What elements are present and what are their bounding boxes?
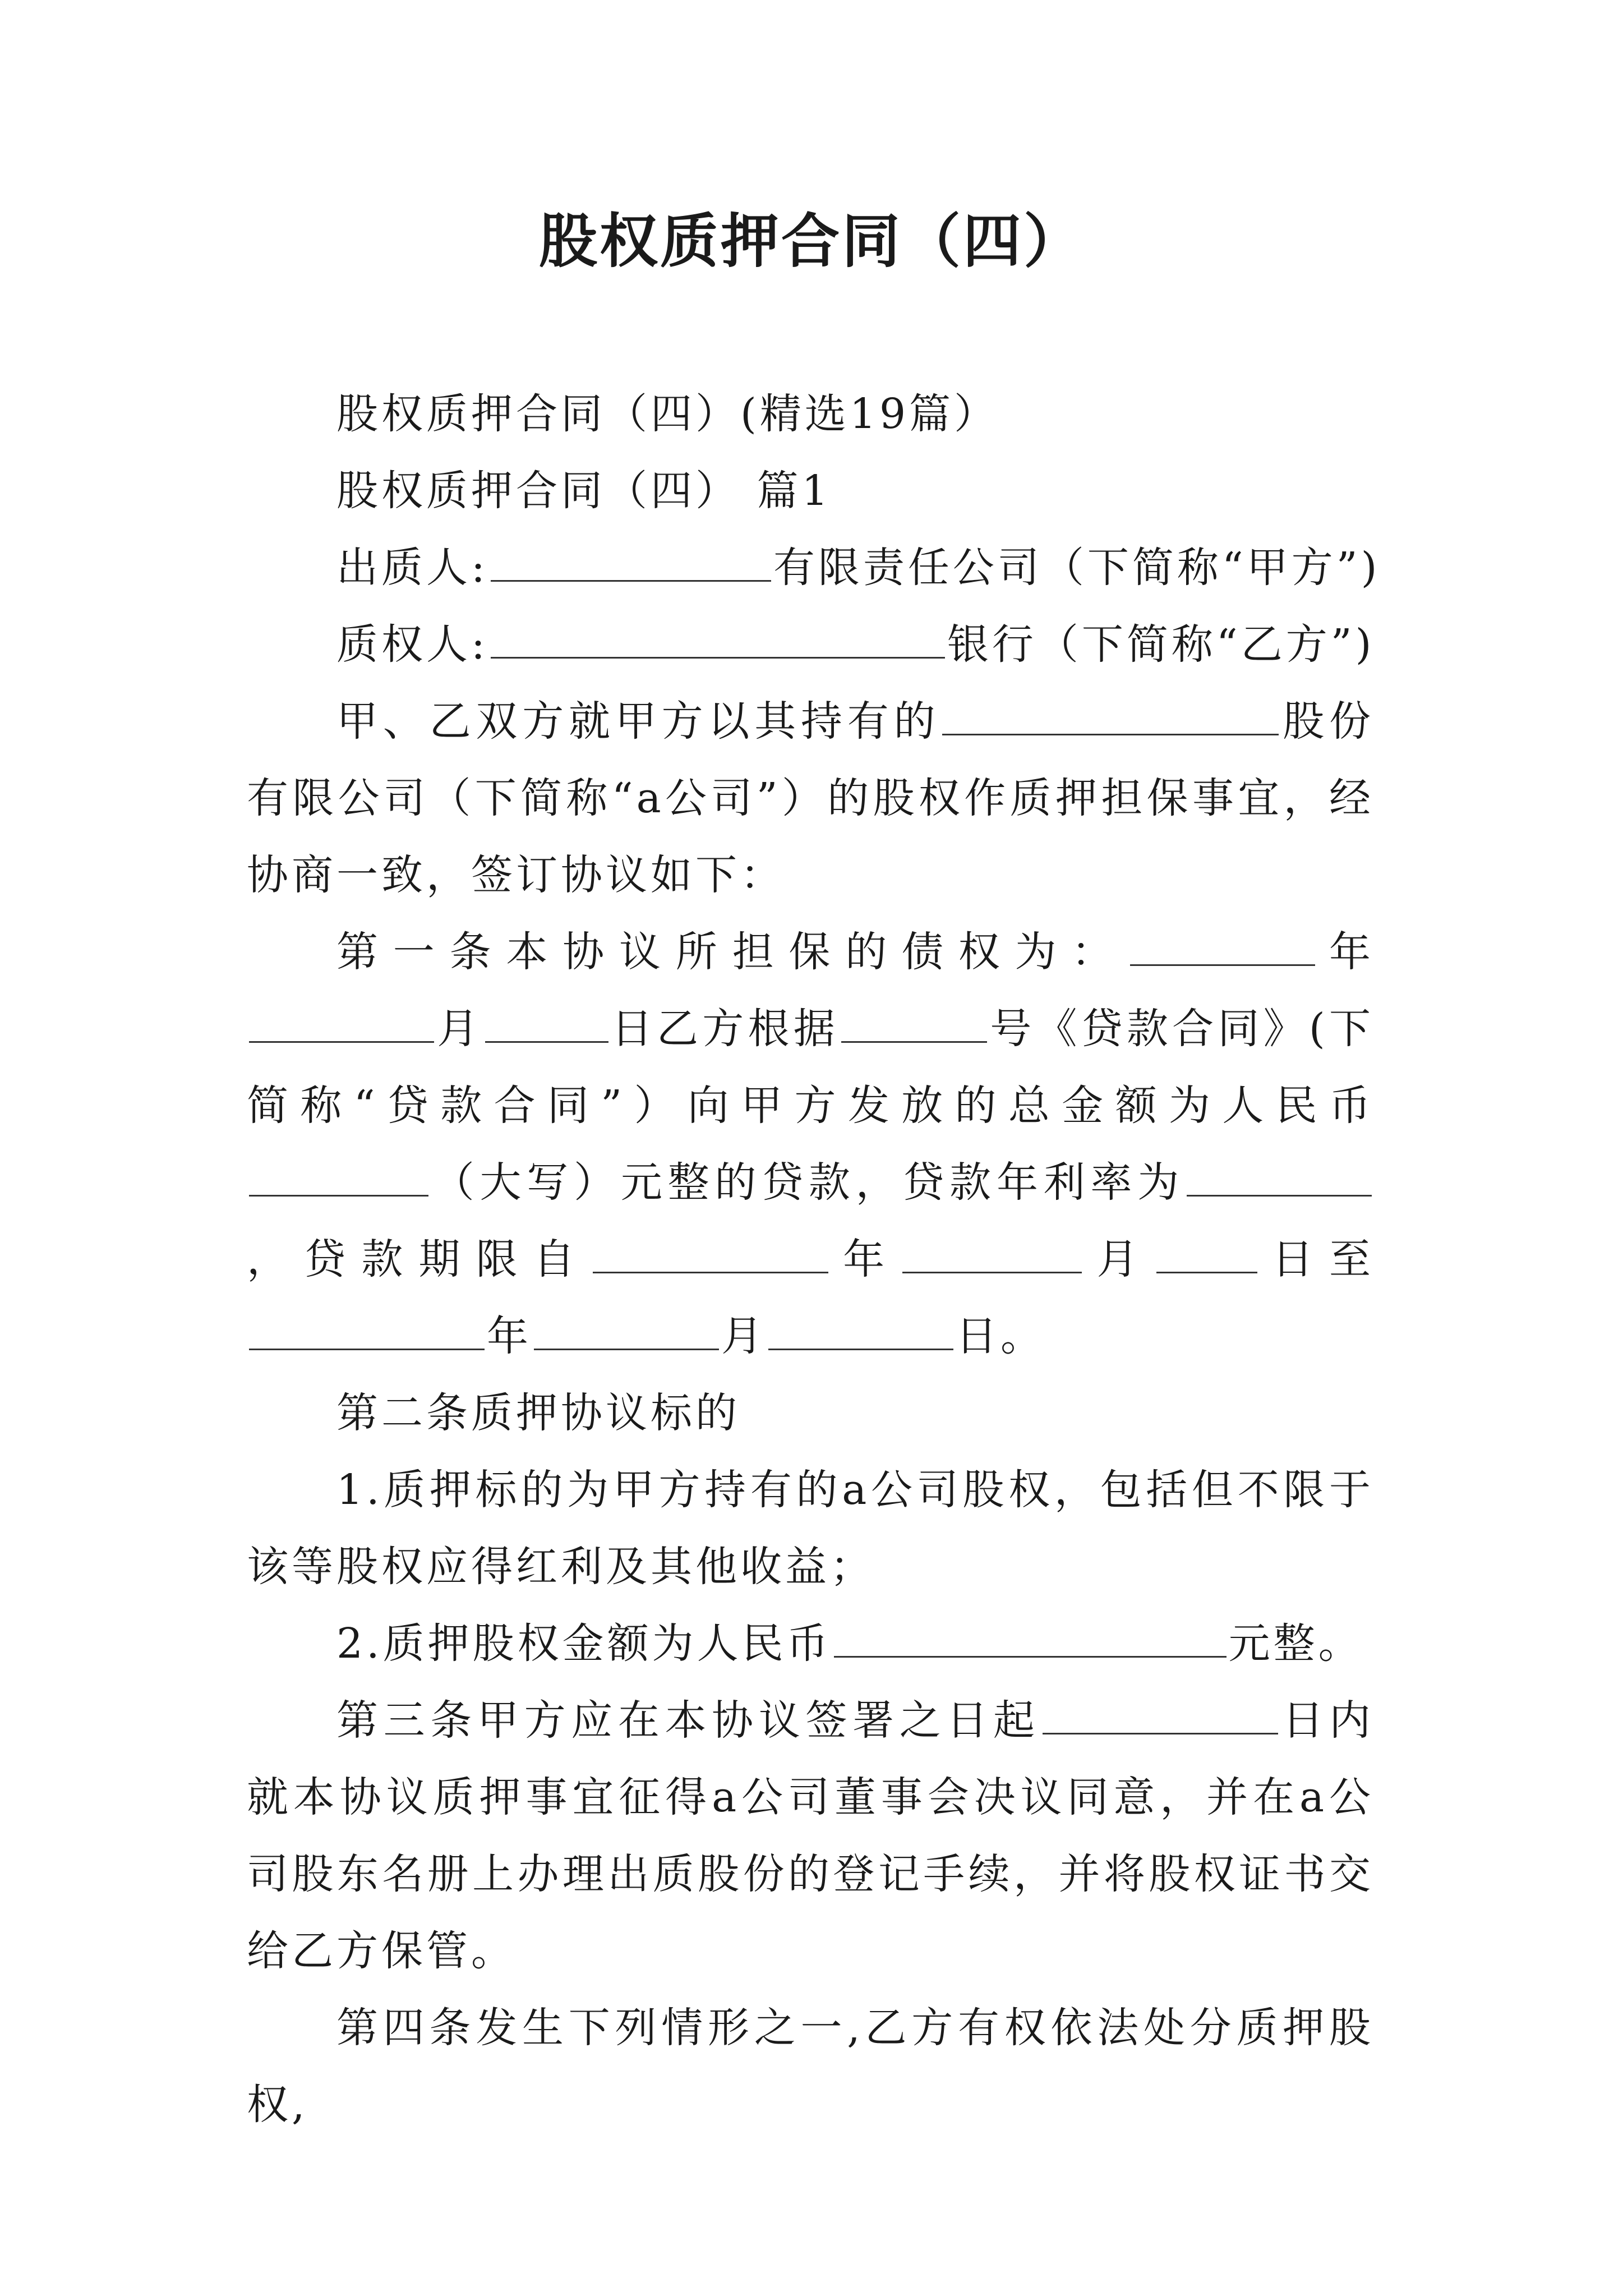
- pledgor-label: 出质人:: [336, 544, 488, 592]
- article-2-heading: 第二条质押协议标的: [336, 1389, 740, 1437]
- start-month-label: 月: [1084, 1235, 1154, 1283]
- article-2-item-2: [247, 1605, 1374, 1682]
- article-1-term-label: ，贷款期限自: [247, 1235, 591, 1283]
- blank-pledge-amount: [834, 1620, 1227, 1658]
- pledgee-line: [247, 606, 1374, 683]
- end-day-label: 日。: [956, 1312, 1045, 1360]
- article-2-item-1: 1.质押标的为甲方持有的a公司股权，包括但不限于该等股权应得红利及其他收益；: [247, 1466, 1374, 1591]
- article-3-text-2: 日内就本协议质押事宜征得a公司董事会决议同意，并在a公司股东名册上办理出质股份的登记手续，并将股权证书交给乙方保管。: [247, 1696, 1375, 1975]
- article-1-basis: 日乙方根据: [610, 1005, 839, 1053]
- pledgor-name-blank: [491, 544, 771, 582]
- company-name-blank: [942, 698, 1279, 735]
- intro-text-2: 股份有限公司（下简称“a公司”）的股权作质押担保事宜，经协商一致，签订协议如下：: [247, 697, 1375, 899]
- article-3: [247, 1682, 1374, 1990]
- blank-end-year: [249, 1313, 485, 1350]
- year-label: 年: [1317, 928, 1375, 976]
- pledgor-suffix: 有限责任公司（下简称“甲方”): [773, 544, 1381, 592]
- intro-paragraph: [247, 683, 1374, 914]
- pledgee-suffix: 银行（下简称“乙方”): [947, 620, 1375, 669]
- subtitle-line: 股权质押合同（四）(精选19篇）: [336, 390, 999, 438]
- article-1-contract: 号《贷款合同》(下简称“贷款合同”）向甲方发放的总金额为人民币: [247, 1005, 1375, 1130]
- blank-days: [1043, 1697, 1278, 1734]
- pledgee-label: 质权人:: [336, 620, 488, 669]
- blank-amount: [249, 1159, 428, 1197]
- item-2-text: 2.质押股权金额为人民币: [336, 1619, 832, 1668]
- pledgee-name-blank: [491, 621, 945, 659]
- blank-month-prefix: [249, 1005, 434, 1043]
- document-title: 股权质押合同（四）: [538, 206, 1084, 275]
- article-1: [247, 914, 1374, 1375]
- article-4: 第四条发生下列情形之一,乙方有权依法处分质押股权,: [247, 2004, 1374, 2129]
- blank-end-day: [768, 1313, 953, 1350]
- blank-day: [485, 1005, 608, 1043]
- pledgor-line: [247, 530, 1381, 606]
- blank-contract-number: [841, 1005, 987, 1043]
- article-1-rate-label: （大写）元整的贷款，贷款年利率为: [431, 1158, 1184, 1207]
- article-1-text: 第一条本协议所担保的债权为：: [336, 928, 1128, 976]
- blank-start-year: [593, 1236, 828, 1273]
- end-year-label: 年: [487, 1312, 532, 1360]
- item-2-suffix: 元整。: [1228, 1619, 1363, 1668]
- blank-start-day: [1156, 1236, 1257, 1273]
- start-day-label: 日至: [1259, 1235, 1375, 1283]
- start-year-label: 年: [831, 1235, 901, 1283]
- blank-end-month: [534, 1313, 719, 1350]
- document-body: [247, 376, 1381, 2143]
- end-month-label: 月: [721, 1312, 766, 1360]
- section-heading: 股权质押合同（四） 篇1: [336, 467, 832, 515]
- intro-text-1: 甲、乙双方就甲方以其持有的: [336, 697, 940, 746]
- blank-rate: [1187, 1159, 1372, 1197]
- article-3-text-1: 第三条甲方应在本协议签署之日起: [336, 1696, 1040, 1745]
- month-label: 月: [436, 1005, 483, 1053]
- blank-year: [1130, 928, 1315, 966]
- blank-start-month: [902, 1236, 1082, 1273]
